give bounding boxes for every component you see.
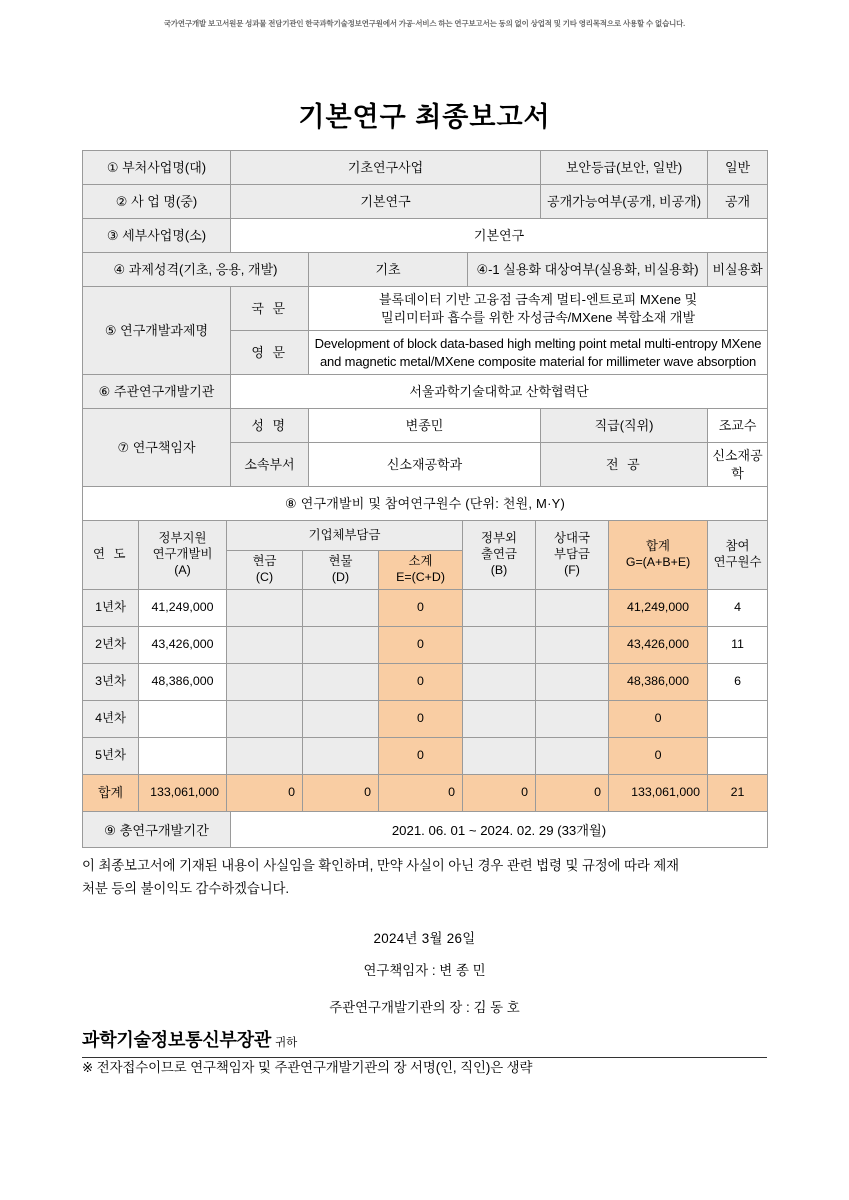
program-name-value: 기본연구 (231, 185, 541, 219)
budget-table (82, 520, 768, 812)
english-title-line2: and magnetic metal/MXene composite material for millimeter wave absorption (319, 353, 757, 369)
pi-rank-label: 직급(직위) (541, 409, 708, 443)
commercialization-label: ④-1 실용화 대상여부(실용화, 비실용화) (468, 253, 708, 287)
security-grade-value: 일반 (708, 151, 768, 185)
col-header-company-share: 기업체부담금 (227, 521, 463, 551)
korean-title-label: 국 문 (231, 287, 309, 331)
english-title-label: 영 문 (231, 331, 309, 375)
cell-subtotal-total: 0 (379, 775, 463, 812)
cell-total-year4: 0 (609, 701, 708, 738)
cell-gov-year5 (139, 738, 227, 775)
addressee-minister: 과학기술정보통신부장관 (82, 1030, 272, 1050)
cell-inkind-year1 (303, 590, 379, 627)
col-header-grand-total: 합계 G=(A+B+E) (609, 521, 708, 590)
row-label-year1: 1년차 (83, 590, 139, 627)
cell-nongov-year5 (463, 738, 536, 775)
cell-total-year5: 0 (609, 738, 708, 775)
cell-inkind-year5 (303, 738, 379, 775)
addressee-honorific: 귀하 (275, 1037, 298, 1049)
cell-total-year2: 43,426,000 (609, 627, 708, 664)
cell-cash-year3 (227, 664, 303, 701)
cell-researchers-total: 21 (708, 775, 768, 812)
cell-total-year3: 48,386,000 (609, 664, 708, 701)
table-row (83, 590, 768, 627)
table-row (83, 738, 768, 775)
page-title: 기본연구 최종보고서 (298, 102, 551, 132)
row-label-year4: 4년차 (83, 701, 139, 738)
cell-nongov-total: 0 (463, 775, 536, 812)
cell-subtotal-year4: 0 (379, 701, 463, 738)
commercialization-value: 비실용화 (708, 253, 768, 287)
cell-inkind-total: 0 (303, 775, 379, 812)
cell-subtotal-year2: 0 (379, 627, 463, 664)
statement-line2: 처분 등의 불이익도 감수하겠습니다. (82, 880, 290, 896)
cell-inkind-year4 (303, 701, 379, 738)
period-value: 2021. 06. 01 ~ 2024. 02. 29 (33개월) (231, 812, 768, 848)
cell-subtotal-year1: 0 (379, 590, 463, 627)
table-row (83, 287, 768, 331)
col-header-gov-fund: 정부지원 연구개발비 (A) (139, 521, 227, 590)
table-row (83, 664, 768, 701)
project-title-label: ⑤ 연구개발과제명 (83, 287, 231, 375)
disclosure-label: 공개가능여부(공개, 비공개) (541, 185, 708, 219)
cell-researchers-year3: 6 (708, 664, 768, 701)
pi-section-label: ⑦ 연구책임자 (83, 409, 231, 487)
copyright-notice: 국가연구개발 보고서원문 성과물 전담기관인 한국과학기술정보연구원에서 가공·서비스 하는 연구보고서는 동의 없이 상업적 및 기타 영리목적으로 사용할 수 없습니다. (163, 19, 686, 28)
ministry-program-value: 기초연구사업 (231, 151, 541, 185)
table-header-row (83, 521, 768, 551)
korean-title-line1: 블록데이터 기반 고융점 금속계 멀티-엔트로피 MXene 및 (378, 292, 698, 307)
sub-program-value: 기본연구 (231, 219, 768, 253)
col-header-cash: 현금 (C) (227, 551, 303, 590)
sub-program-label: ③ 세부사업명(소) (83, 219, 231, 253)
row-label-year3: 3년차 (83, 664, 139, 701)
program-name-label: ② 사 업 명(중) (83, 185, 231, 219)
host-institution-value: 서울과학기술대학교 산학협력단 (231, 375, 768, 409)
pi-name-value: 변종민 (309, 409, 541, 443)
table-row (83, 375, 768, 409)
table-row (83, 151, 768, 185)
col-header-subtotal: 소계 E=(C+D) (379, 551, 463, 590)
ministry-program-label: ① 부처사업명(대) (83, 151, 231, 185)
cell-gov-year2: 43,426,000 (139, 627, 227, 664)
period-label: ⑨ 총연구개발기간 (83, 812, 231, 848)
confirmation-statement (82, 855, 772, 901)
table-row (83, 812, 768, 848)
cell-nongov-year2 (463, 627, 536, 664)
table-row (83, 409, 768, 443)
period-table (82, 811, 768, 848)
cell-cash-year4 (227, 701, 303, 738)
cell-subtotal-year3: 0 (379, 664, 463, 701)
footnote-electronic-submission: ※ 전자접수이므로 연구책임자 및 주관연구개발기관의 장 서명(인, 직인)은 생략 (82, 1060, 533, 1075)
cell-partner-total: 0 (536, 775, 609, 812)
table-row (83, 487, 768, 521)
cell-cash-year5 (227, 738, 303, 775)
cell-gov-total: 133,061,000 (139, 775, 227, 812)
cell-partner-year5 (536, 738, 609, 775)
pi-rank-value: 조교수 (708, 409, 768, 443)
pi-major-label: 전 공 (541, 443, 708, 487)
table-row (83, 253, 768, 287)
table-row (83, 627, 768, 664)
project-character-value: 기초 (309, 253, 468, 287)
cell-nongov-year4 (463, 701, 536, 738)
cell-total-year1: 41,249,000 (609, 590, 708, 627)
cell-partner-year4 (536, 701, 609, 738)
addressee-line (82, 1026, 767, 1058)
english-title-value (309, 331, 768, 375)
col-header-partner-share: 상대국 부담금 (F) (536, 521, 609, 590)
cell-partner-year2 (536, 627, 609, 664)
signature-organization-head: 주관연구개발기관의 장 : 김 동 호 (329, 1000, 520, 1015)
cell-researchers-year4 (708, 701, 768, 738)
col-header-inkind: 현물 (D) (303, 551, 379, 590)
cell-cash-year2 (227, 627, 303, 664)
cell-gov-year4 (139, 701, 227, 738)
report-cover-tables (82, 150, 767, 848)
cell-inkind-year3 (303, 664, 379, 701)
budget-caption: ⑧ 연구개발비 및 참여연구원수 (단위: 천원, M·Y) (83, 487, 768, 521)
row-label-year2: 2년차 (83, 627, 139, 664)
col-header-nongov-fund: 정부외 출연금 (B) (463, 521, 536, 590)
signature-principal-investigator: 연구책임자 : 변 종 민 (363, 963, 486, 978)
statement-line1: 이 최종보고서에 기재된 내용이 사실임을 확인하며, 만약 사실이 아닌 경우 관련 법령 및 규정에 따라 제재 (82, 858, 680, 873)
security-grade-label: 보안등급(보안, 일반) (541, 151, 708, 185)
signature-date: 2024년 3월 26일 (373, 931, 476, 946)
pi-dept-value: 신소재공학과 (309, 443, 541, 487)
col-header-year: 연 도 (83, 521, 139, 590)
cell-gov-year3: 48,386,000 (139, 664, 227, 701)
cell-partner-year1 (536, 590, 609, 627)
cell-inkind-year2 (303, 627, 379, 664)
table-row (83, 185, 768, 219)
cell-researchers-year5 (708, 738, 768, 775)
cell-nongov-year3 (463, 664, 536, 701)
host-institution-label: ⑥ 주관연구개발기관 (83, 375, 231, 409)
project-character-label: ④ 과제성격(기초, 응용, 개발) (83, 253, 309, 287)
cell-researchers-year1: 4 (708, 590, 768, 627)
cell-total-total: 133,061,000 (609, 775, 708, 812)
col-header-researchers: 참여 연구원수 (708, 521, 768, 590)
table-row (83, 701, 768, 738)
cell-subtotal-year5: 0 (379, 738, 463, 775)
disclosure-value: 공개 (708, 185, 768, 219)
row-label-year5: 5년차 (83, 738, 139, 775)
cell-researchers-year2: 11 (708, 627, 768, 664)
english-title-line1: Development of block data-based high melting point metal multi-entropy MXene (314, 336, 762, 352)
pi-name-label: 성 명 (231, 409, 309, 443)
korean-title-line2: 밀리미터파 흡수를 위한 자성금속/MXene 복합소재 개발 (381, 309, 696, 325)
project-info-table (82, 150, 768, 521)
cell-partner-year3 (536, 664, 609, 701)
korean-title-value (309, 287, 768, 331)
cell-nongov-year1 (463, 590, 536, 627)
table-total-row (83, 775, 768, 812)
cell-cash-total: 0 (227, 775, 303, 812)
pi-major-value: 신소재공학 (708, 443, 768, 487)
cell-gov-year1: 41,249,000 (139, 590, 227, 627)
row-label-total: 합계 (83, 775, 139, 812)
pi-dept-label: 소속부서 (231, 443, 309, 487)
cell-cash-year1 (227, 590, 303, 627)
table-row (83, 219, 768, 253)
